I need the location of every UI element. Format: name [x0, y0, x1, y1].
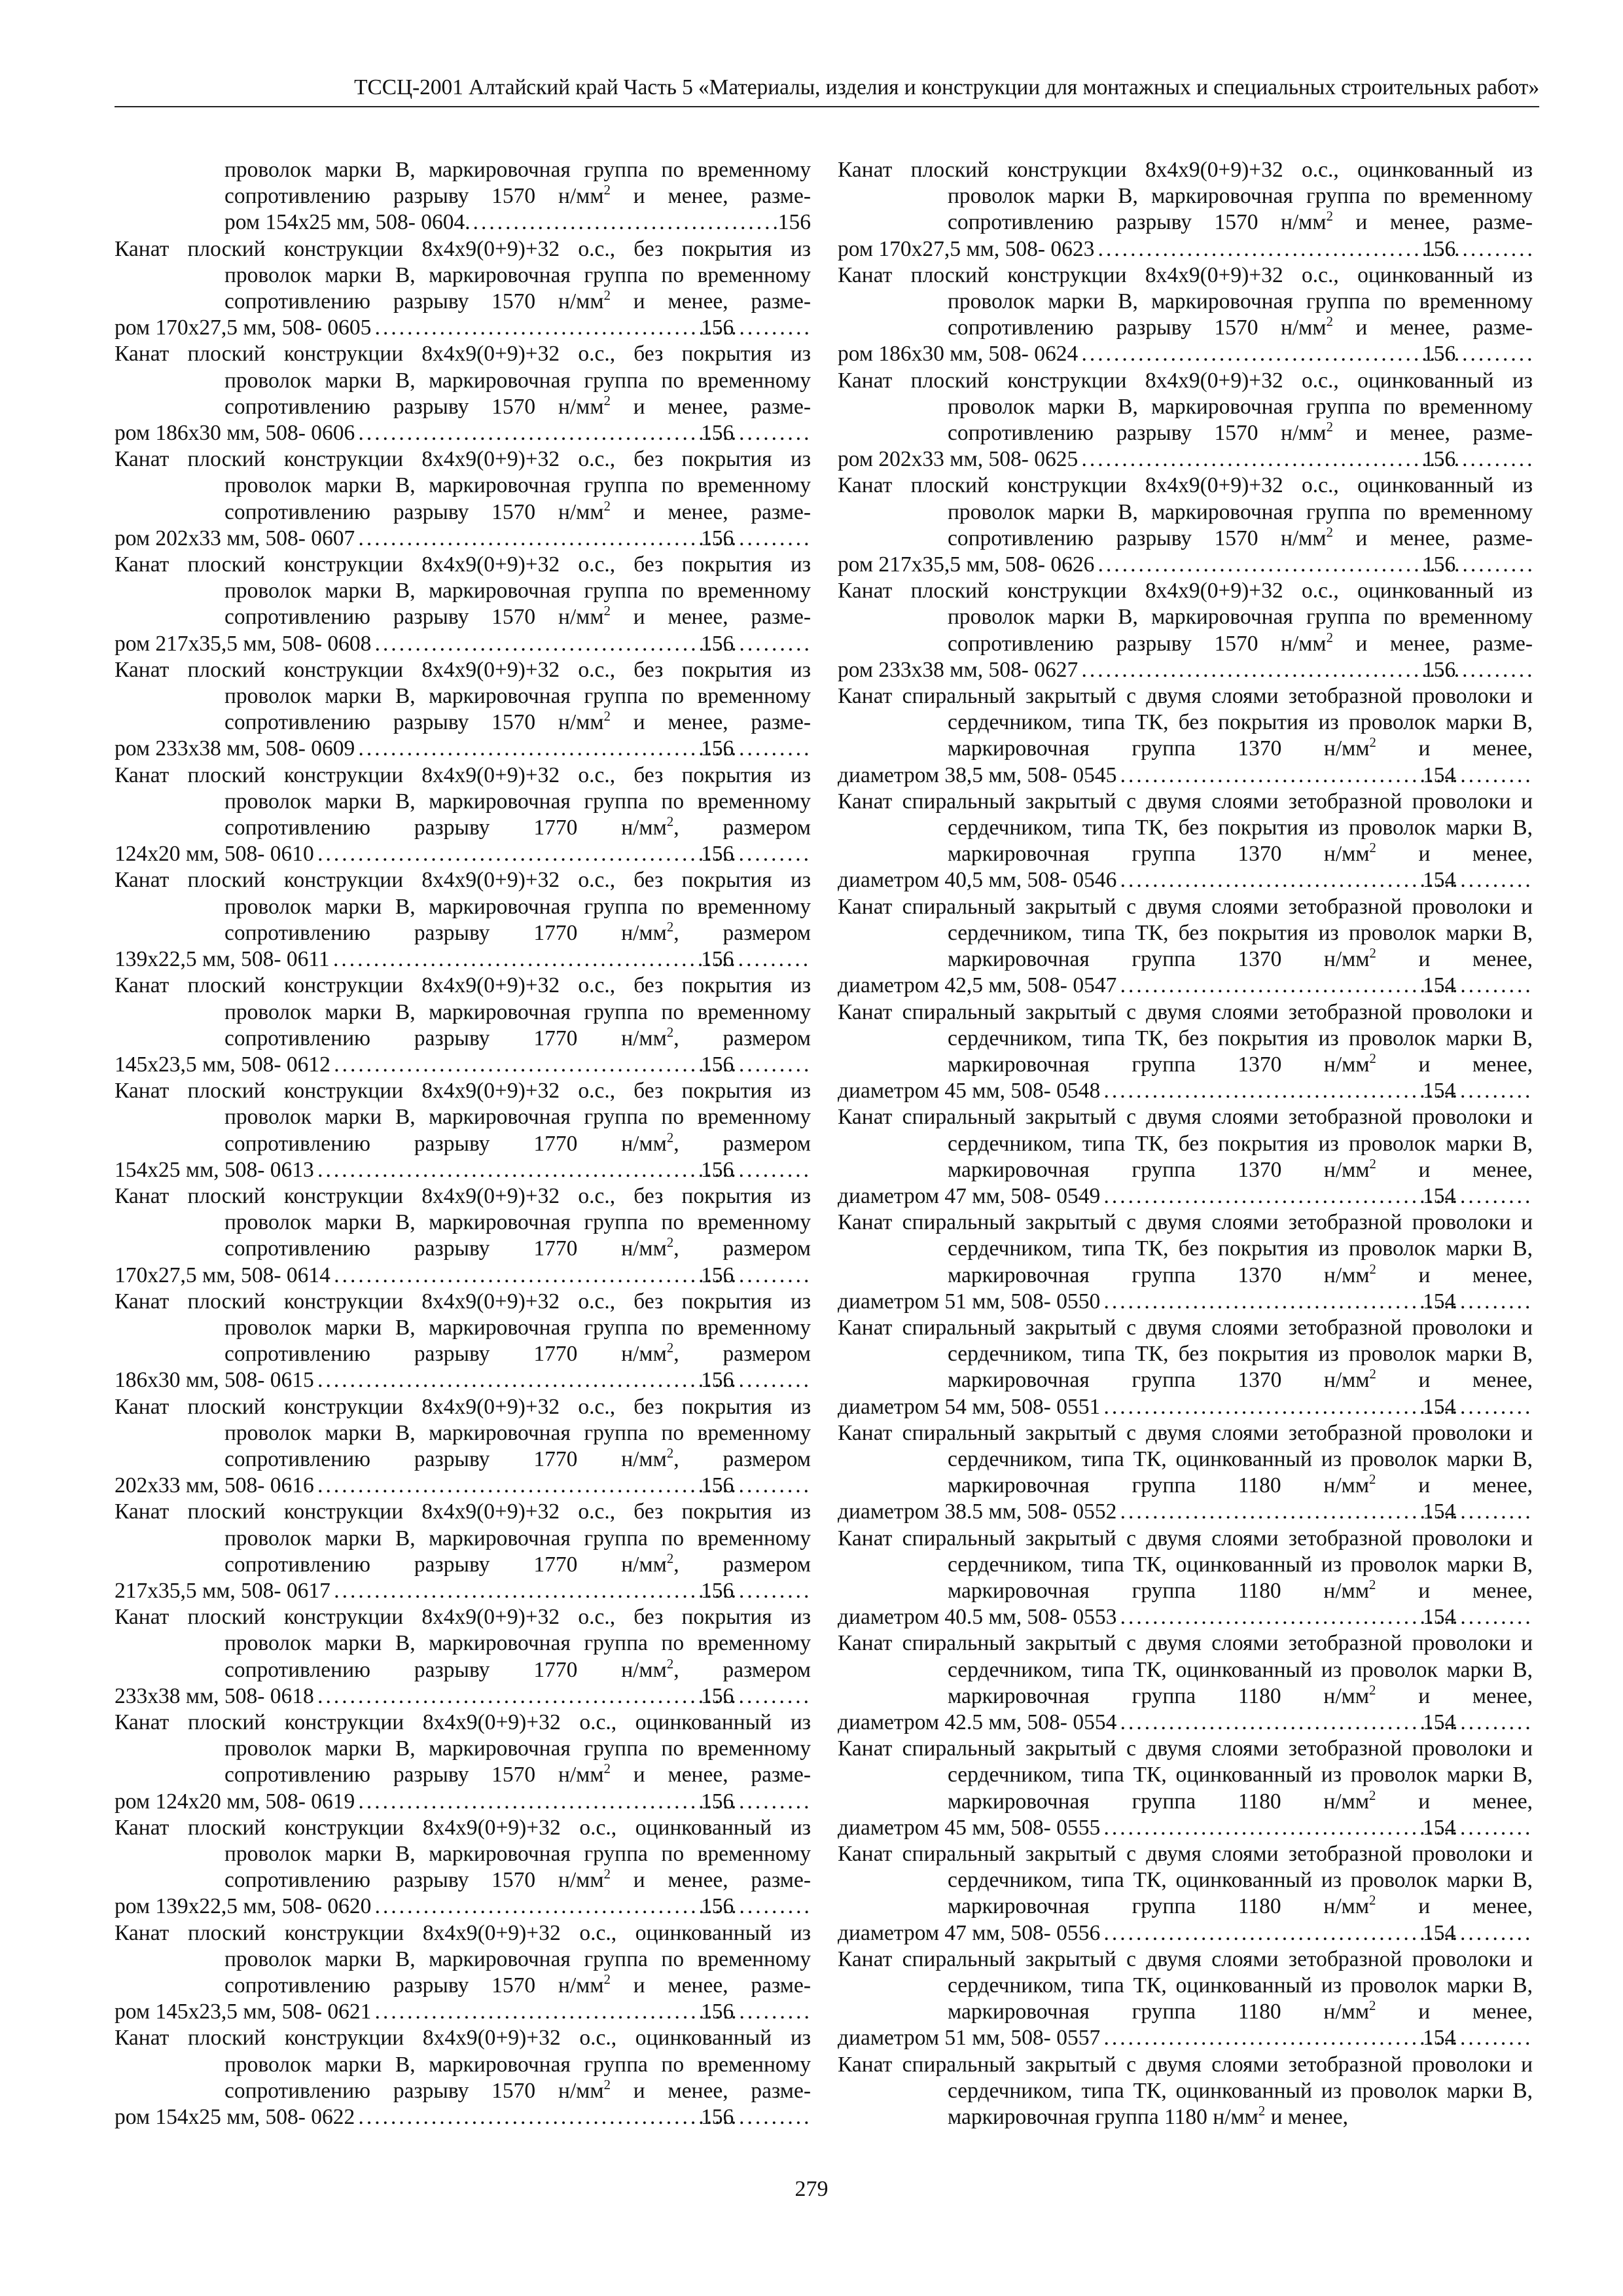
entry-text: Канат плоский конструкции 8х4х9(0+9)+32 о.с., без покрытия из проволок марки В, маркировочная группа по временному сопротивлению разрыву 1570 $н/мм^2$ и менее, разме- — [115, 236, 811, 314]
entry-code: диаметром 40,5 мм, 508- 0546 — [838, 868, 1117, 893]
dot-leader — [330, 1263, 811, 1289]
dot-leader — [330, 946, 811, 973]
entry-code: диаметром 40.5 мм, 508- 0553 — [838, 1605, 1117, 1630]
running-header: ТССЦ-2001 Алтайский край Часть 5 «Материалы, изделия и конструкции для монтажных и специальных строительных работ» — [115, 73, 1539, 107]
entry-code: диаметром 45 мм, 508- 0555 — [838, 1815, 1101, 1840]
entry-last-line: диаметром 40,5 мм, 508- 0546 ..... 154 — [948, 867, 1533, 893]
index-entry — [115, 973, 811, 1078]
entry-code: ром 139х22,5 мм, 508- 0620 — [115, 1894, 372, 1919]
entry-last-line: ром 170х27,5 мм, 508- 0605 ..... 156 — [224, 315, 811, 341]
index-entry — [115, 1183, 811, 1289]
index-entry — [115, 762, 811, 868]
dot-leader — [314, 1157, 811, 1183]
index-entry — [115, 552, 811, 657]
dot-leader — [1094, 236, 1533, 262]
dot-leader — [1116, 973, 1533, 999]
index-entry — [838, 1420, 1533, 1526]
dot-leader — [1116, 1710, 1533, 1736]
entry-code: диаметром 45 мм, 508- 0548 — [838, 1079, 1101, 1103]
entry-code: 124х20 мм, 508- 0610 — [115, 842, 314, 867]
index-entry — [115, 341, 811, 446]
index-entry — [115, 1499, 811, 1604]
right-column — [838, 157, 1533, 2130]
index-entry — [115, 157, 811, 236]
dot-leader — [1100, 1815, 1533, 1841]
entry-text: Канат плоский конструкции 8х4х9(0+9)+32 о.с., без покрытия из проволок марки В, маркировочная группа по временному сопротивлению разрыву 1770 $н/мм^2$, размером — [115, 1183, 811, 1261]
entry-last-line: 154х25 мм, 508- 0613 ..... 156 — [224, 1157, 811, 1183]
index-entry — [838, 1526, 1533, 1631]
entry-last-line: ром 170х27,5 мм, 508- 0623 ..... 156 — [948, 236, 1533, 262]
entry-code: ром 217х35,5 мм, 508- 0626 — [838, 552, 1095, 577]
entry-text: Канат спиральный закрытый с двумя слоями зетобразной проволоки и сердечником, типа ТК, оцинкованный из проволок марки В, маркировочная группа 1180 $н/мм^2$ и менее, — [838, 1631, 1533, 1708]
entry-last-line: диаметром 40.5 мм, 508- 0553 ..... 154 — [948, 1604, 1533, 1630]
entry-code: диаметром 51 мм, 508- 0557 — [838, 2026, 1101, 2051]
entry-code: ром 217х35,5 мм, 508- 0608 — [115, 631, 372, 656]
entry-code: 217х35,5 мм, 508- 0617 — [115, 1578, 330, 1603]
index-entry — [838, 894, 1533, 999]
dot-leader — [330, 1578, 811, 1604]
entry-last-line: ром 233х38 мм, 508- 0609 ..... 156 — [224, 736, 811, 762]
dot-leader — [314, 841, 811, 867]
entry-last-line: ром 145х23,5 мм, 508- 0621 ..... 156 — [224, 1999, 811, 2025]
entry-code: ром 186х30 мм, 508- 0606 — [115, 421, 355, 446]
entry-text: Канат спиральный закрытый с двумя слоями зетобразной проволоки и сердечником, типа ТК, оцинкованный из проволок марки В, маркировочная группа 1180 $н/мм^2$ и менее, — [838, 1946, 1533, 2024]
dot-leader — [371, 315, 811, 341]
dot-leader — [1078, 657, 1533, 683]
entry-text: Канат спиральный закрытый с двумя слоями зетобразной проволоки и сердечником, типа ТК, оцинкованный из проволок марки В, маркировочная группа 1180 $н/мм^2$ и менее, — [838, 2052, 1533, 2130]
entry-code: ром 186х30 мм, 508- 0624 — [838, 342, 1079, 367]
index-entry — [838, 1841, 1533, 1946]
entry-last-line: ром 202х33 мм, 508- 0625 ..... 156 — [948, 446, 1533, 473]
entry-code: 233х38 мм, 508- 0618 — [115, 1683, 314, 1708]
entry-last-line: диаметром 51 мм, 508- 0557 ..... 154 — [948, 2025, 1533, 2051]
entry-text: Канат плоский конструкции 8х4х9(0+9)+32 о.с., без покрытия из проволок марки В, маркировочная группа по временному сопротивлению разрыву 1770 $н/мм^2$, размером — [115, 868, 811, 945]
entry-code: диаметром 38.5 мм, 508- 0552 — [838, 1499, 1117, 1524]
entry-code: ром 170х27,5 мм, 508- 0605 — [115, 315, 372, 340]
entry-text: Канат спиральный закрытый с двумя слоями зетобразной проволоки и сердечником, типа ТК, без покрытия из проволок марки В, маркировочная группа 1370 $н/мм^2$ и менее, — [838, 894, 1533, 972]
entry-text: Канат спиральный закрытый с двумя слоями зетобразной проволоки и сердечником, типа ТК, без покрытия из проволок марки В, маркировочная группа 1370 $н/мм^2$ и менее, — [838, 999, 1533, 1077]
index-entry — [838, 789, 1533, 894]
dot-leader — [1100, 1289, 1533, 1315]
dot-leader — [1078, 341, 1533, 367]
entry-last-line: диаметром 47 мм, 508- 0549 ..... 154 — [948, 1183, 1533, 1210]
dot-leader — [330, 1052, 811, 1078]
index-entry — [115, 1078, 811, 1183]
entry-text: Канат плоский конструкции 8х4х9(0+9)+32 о.с., без покрытия из проволок марки В, маркировочная группа по временному сопротивлению разрыву 1570 $н/мм^2$ и менее, разме- — [115, 342, 811, 419]
page-number: 279 — [794, 2177, 829, 2201]
entry-last-line: ром 233х38 мм, 508- 0627 ..... 156 — [948, 657, 1533, 683]
entry-text: Канат плоский конструкции 8х4х9(0+9)+32 о.с., оцинкованный из проволок марки В, маркировочная группа по временному сопротивлению разрыву 1570 $н/мм^2$ и менее, разме- — [838, 473, 1533, 550]
dot-leader — [314, 1367, 811, 1393]
index-entry — [838, 262, 1533, 368]
entry-last-line: диаметром 42,5 мм, 508- 0547 ..... 154 — [948, 973, 1533, 999]
dot-leader — [465, 209, 778, 236]
index-entry — [838, 1736, 1533, 1841]
entry-code: диаметром 47 мм, 508- 0556 — [838, 1920, 1101, 1945]
dot-leader — [1100, 1920, 1533, 1946]
index-entry — [115, 1710, 811, 1815]
dot-leader — [1100, 1394, 1533, 1420]
entry-text: Канат спиральный закрытый с двумя слоями зетобразной проволоки и сердечником, типа ТК, без покрытия из проволок марки В, маркировочная группа 1370 $н/мм^2$ и менее, — [838, 1210, 1533, 1287]
entry-last-line: ром 124х20 мм, 508- 0619 ..... 156 — [224, 1789, 811, 1815]
dot-leader — [1100, 2025, 1533, 2051]
index-entry — [838, 1630, 1533, 1736]
dot-leader — [371, 1999, 811, 2025]
index-entry — [838, 578, 1533, 683]
index-entry — [115, 2025, 811, 2130]
dot-leader — [1116, 1499, 1533, 1525]
entry-text: Канат плоский конструкции 8х4х9(0+9)+32 о.с., оцинкованный из проволок марки В, маркировочная группа по временному сопротивлению разрыву 1570 $н/мм^2$ и менее, разме- — [838, 262, 1533, 340]
entry-code: 139х22,5 мм, 508- 0611 — [115, 947, 330, 972]
entry-text: Канат спиральный закрытый с двумя слоями зетобразной проволоки и сердечником, типа ТК, оцинкованный из проволок марки В, маркировочная группа 1180 $н/мм^2$ и менее, — [838, 1526, 1533, 1603]
index-entry — [115, 236, 811, 342]
entry-last-line: 186х30 мм, 508- 0615 ..... 156 — [224, 1367, 811, 1393]
entry-text: проволок марки В, маркировочная группа по временному сопротивлению разрыву 1570 $н/мм^2$ и менее, разме- — [224, 158, 811, 209]
dot-leader — [355, 1789, 811, 1815]
entry-text: Канат плоский конструкции 8х4х9(0+9)+32 о.с., без покрытия из проволок марки В, маркировочная группа по временному сопротивлению разрыву 1770 $н/мм^2$, размером — [115, 1394, 811, 1471]
index-entry — [115, 657, 811, 762]
entry-last-line: 217х35,5 мм, 508- 0617 ..... 156 — [224, 1578, 811, 1604]
entry-text: Канат спиральный закрытый с двумя слоями зетобразной проволоки и сердечником, типа ТК, без покрытия из проволок марки В, маркировочная группа 1370 $н/мм^2$ и менее, — [838, 1315, 1533, 1393]
entry-last-line: ром 186х30 мм, 508- 0606 ..... 156 — [224, 420, 811, 446]
entry-last-line: диаметром 45 мм, 508- 0555 ..... 154 — [948, 1815, 1533, 1841]
entry-last-line: 139х22,5 мм, 508- 0611 ..... 156 — [224, 946, 811, 973]
entry-text: Канат плоский конструкции 8х4х9(0+9)+32 о.с., без покрытия из проволок марки В, маркировочная группа по временному сопротивлению разрыву 1770 $н/мм^2$, размером — [115, 762, 811, 840]
entry-code: 145х23,5 мм, 508- 0612 — [115, 1052, 330, 1077]
entry-code: диаметром 42,5 мм, 508- 0547 — [838, 973, 1117, 998]
entry-last-line: диаметром 42.5 мм, 508- 0554 ..... 154 — [948, 1710, 1533, 1736]
entry-last-line: диаметром 38.5 мм, 508- 0552 ..... 154 — [948, 1499, 1533, 1525]
entry-text: Канат плоский конструкции 8х4х9(0+9)+32 о.с., оцинкованный из проволок марки В, маркировочная группа по временному сопротивлению разрыву 1570 $н/мм^2$ и менее, разме- — [115, 1815, 811, 1893]
entry-last-line: ром 186х30 мм, 508- 0624 ..... 156 — [948, 341, 1533, 367]
entry-code: ром 170х27,5 мм, 508- 0623 — [838, 236, 1095, 261]
entry-page-ref: 156 — [777, 210, 811, 235]
entry-code: ром 202х33 мм, 508- 0625 — [838, 447, 1079, 472]
entry-last-line — [224, 209, 811, 236]
index-entry — [115, 1289, 811, 1394]
index-entry — [838, 157, 1533, 262]
index-entry — [115, 1394, 811, 1499]
entry-code: ром 233х38 мм, 508- 0627 — [838, 657, 1079, 682]
entry-text: Канат плоский конструкции 8х4х9(0+9)+32 о.с., оцинкованный из проволок марки В, маркировочная группа по временному сопротивлению разрыву 1570 $н/мм^2$ и менее, разме- — [838, 368, 1533, 446]
index-entry — [115, 1815, 811, 1920]
entry-text: Канат плоский конструкции 8х4х9(0+9)+32 о.с., без покрытия из проволок марки В, маркировочная группа по временному сопротивлению разрыву 1770 $н/мм^2$, размером — [115, 1289, 811, 1367]
dot-leader — [314, 1473, 811, 1499]
entry-text: Канат плоский конструкции 8х4х9(0+9)+32 о.с., без покрытия из проволок марки В, маркировочная группа по временному сопротивлению разрыву 1570 $н/мм^2$ и менее, разме- — [115, 657, 811, 735]
entry-text: Канат спиральный закрытый с двумя слоями зетобразной проволоки и сердечником, типа ТК, без покрытия из проволок марки В, маркировочная группа 1370 $н/мм^2$ и менее, — [838, 684, 1533, 761]
entry-text: Канат спиральный закрытый с двумя слоями зетобразной проволоки и сердечником, типа ТК, без покрытия из проволок марки В, маркировочная группа 1370 $н/мм^2$ и менее, — [838, 1105, 1533, 1182]
entry-code: 154х25 мм, 508- 0613 — [115, 1157, 314, 1182]
entry-text: Канат плоский конструкции 8х4х9(0+9)+32 о.с., без покрытия из проволок марки В, маркировочная группа по временному сопротивлению разрыву 1770 $н/мм^2$, размером — [115, 1605, 811, 1682]
entry-last-line: ром 139х22,5 мм, 508- 0620 ..... 156 — [224, 1893, 811, 1920]
entry-code: ром 202х33 мм, 508- 0607 — [115, 526, 355, 550]
entry-code: диаметром 54 мм, 508- 0551 — [838, 1394, 1101, 1419]
dot-leader — [1116, 1604, 1533, 1630]
index-entry — [838, 368, 1533, 473]
index-entry — [838, 1210, 1533, 1315]
entry-code: диаметром 38,5 мм, 508- 0545 — [838, 762, 1117, 787]
entry-text: Канат плоский конструкции 8х4х9(0+9)+32 о.с., оцинкованный из проволок марки В, маркировочная группа по временному сопротивлению разрыву 1570 $н/мм^2$ и менее, разме- — [838, 579, 1533, 656]
entry-text: Канат плоский конструкции 8х4х9(0+9)+32 о.с., без покрытия из проволок марки В, маркировочная группа по временному сопротивлению разрыву 1570 $н/мм^2$ и менее, разме- — [115, 552, 811, 630]
dot-leader — [355, 2104, 811, 2130]
entry-text: Канат спиральный закрытый с двумя слоями зетобразной проволоки и сердечником, типа ТК, без покрытия из проволок марки В, маркировочная группа 1370 $н/мм^2$ и менее, — [838, 789, 1533, 867]
entry-code: 202х33 мм, 508- 0616 — [115, 1473, 314, 1498]
entry-last-line: ром 217х35,5 мм, 508- 0608 ..... 156 — [224, 631, 811, 657]
index-entry — [115, 1920, 811, 2026]
index-entry — [838, 1315, 1533, 1420]
entry-last-line: диаметром 47 мм, 508- 0556 ..... 154 — [948, 1920, 1533, 1946]
dot-leader — [1078, 446, 1533, 473]
entry-text: Канат плоский конструкции 8х4х9(0+9)+32 о.с., без покрытия из проволок марки В, маркировочная группа по временному сопротивлению разрыву 1770 $н/мм^2$, размером — [115, 1079, 811, 1156]
entry-last-line: 124х20 мм, 508- 0610 ..... 156 — [224, 841, 811, 867]
entry-last-line: ром 202х33 мм, 508- 0607 ..... 156 — [224, 526, 811, 552]
dot-leader — [355, 736, 811, 762]
dot-leader — [371, 631, 811, 657]
dot-leader — [314, 1683, 811, 1710]
entry-text: Канат плоский конструкции 8х4х9(0+9)+32 о.с., без покрытия из проволок марки В, маркировочная группа по временному сопротивлению разрыву 1770 $н/мм^2$, размером — [115, 973, 811, 1050]
entry-text: Канат плоский конструкции 8х4х9(0+9)+32 о.с., оцинкованный из проволок марки В, маркировочная группа по временному сопротивлению разрыву 1570 $н/мм^2$ и менее, разме- — [115, 2026, 811, 2103]
entry-last-line: диаметром 51 мм, 508- 0550 ..... 154 — [948, 1289, 1533, 1315]
entry-code: ром 124х20 мм, 508- 0619 — [115, 1789, 355, 1814]
index-entry — [838, 473, 1533, 578]
entry-last-line: 145х23,5 мм, 508- 0612 ..... 156 — [224, 1052, 811, 1078]
entry-code: диаметром 42.5 мм, 508- 0554 — [838, 1710, 1117, 1734]
entry-code: ром 145х23,5 мм, 508- 0621 — [115, 2000, 372, 2024]
entry-code: ром 154х25 мм, 508- 0622 — [115, 2105, 355, 2130]
entry-code: 186х30 мм, 508- 0615 — [115, 1368, 314, 1393]
entry-text: Канат спиральный закрытый с двумя слоями зетобразной проволоки и сердечником, типа ТК, оцинкованный из проволок марки В, маркировочная группа 1180 $н/мм^2$ и менее, — [838, 1420, 1533, 1498]
dot-leader — [355, 526, 811, 552]
index-entry — [838, 683, 1533, 789]
dot-leader — [371, 1893, 811, 1920]
entry-last-line: диаметром 38,5 мм, 508- 0545 ..... 154 — [948, 762, 1533, 789]
entry-text: Канат плоский конструкции 8х4х9(0+9)+32 о.с., оцинкованный из проволок марки В, маркировочная группа по временному сопротивлению разрыву 1570 $н/мм^2$ и менее, разме- — [115, 1920, 811, 1998]
index-entry — [115, 1604, 811, 1710]
entry-last-line: 170х27,5 мм, 508- 0614 ..... 156 — [224, 1263, 811, 1289]
dot-leader — [1116, 867, 1533, 893]
left-column — [115, 157, 811, 2130]
index-entry — [115, 446, 811, 552]
entry-last-line: ром 217х35,5 мм, 508- 0626 ..... 156 — [948, 552, 1533, 578]
index-entry — [838, 1946, 1533, 2052]
entry-text: Канат плоский конструкции 8х4х9(0+9)+32 о.с., без покрытия из проволок марки В, маркировочная группа по временному сопротивлению разрыву 1570 $н/мм^2$ и менее, разме- — [115, 447, 811, 524]
dot-leader — [1100, 1183, 1533, 1210]
entry-code: диаметром 51 мм, 508- 0550 — [838, 1289, 1101, 1314]
entry-code: диаметром 47 мм, 508- 0549 — [838, 1183, 1101, 1208]
dot-leader — [355, 420, 811, 446]
index-entry — [838, 999, 1533, 1105]
entry-text: Канат плоский конструкции 8х4х9(0+9)+32 о.с., без покрытия из проволок марки В, маркировочная группа по временному сопротивлению разрыву 1770 $н/мм^2$, размером — [115, 1499, 811, 1577]
index-entry — [838, 1104, 1533, 1210]
dot-leader — [1094, 552, 1533, 578]
dot-leader — [1100, 1078, 1533, 1104]
entry-code: 170х27,5 мм, 508- 0614 — [115, 1263, 330, 1287]
entry-text: Канат спиральный закрытый с двумя слоями зетобразной проволоки и сердечником, типа ТК, оцинкованный из проволок марки В, маркировочная группа 1180 $н/мм^2$ и менее, — [838, 1736, 1533, 1814]
entry-last-line: 233х38 мм, 508- 0618 ..... 156 — [224, 1683, 811, 1710]
entry-text: Канат плоский конструкции 8х4х9(0+9)+32 о.с., оцинкованный из проволок марки В, маркировочная группа по временному сопротивлению разрыву 1570 $н/мм^2$ и менее, разме- — [838, 158, 1533, 235]
index-entry — [115, 867, 811, 973]
index-entry — [838, 2052, 1533, 2131]
entry-last-line: 202х33 мм, 508- 0616 ..... 156 — [224, 1473, 811, 1499]
entry-last-line: диаметром 45 мм, 508- 0548 ..... 154 — [948, 1078, 1533, 1104]
entry-code: ром 154х25 мм, 508- 0604 — [224, 210, 465, 235]
entry-text: Канат спиральный закрытый с двумя слоями зетобразной проволоки и сердечником, типа ТК, оцинкованный из проволок марки В, маркировочная группа 1180 $н/мм^2$ и менее, — [838, 1842, 1533, 1919]
entry-last-line: ром 154х25 мм, 508- 0622 ..... 156 — [224, 2104, 811, 2130]
dot-leader — [1116, 762, 1533, 789]
entry-text: Канат плоский конструкции 8х4х9(0+9)+32 о.с., оцинкованный из проволок марки В, маркировочная группа по временному сопротивлению разрыву 1570 $н/мм^2$ и менее, разме- — [115, 1710, 811, 1787]
entry-last-line: диаметром 54 мм, 508- 0551 ..... 154 — [948, 1394, 1533, 1420]
entry-code: ром 233х38 мм, 508- 0609 — [115, 736, 355, 761]
